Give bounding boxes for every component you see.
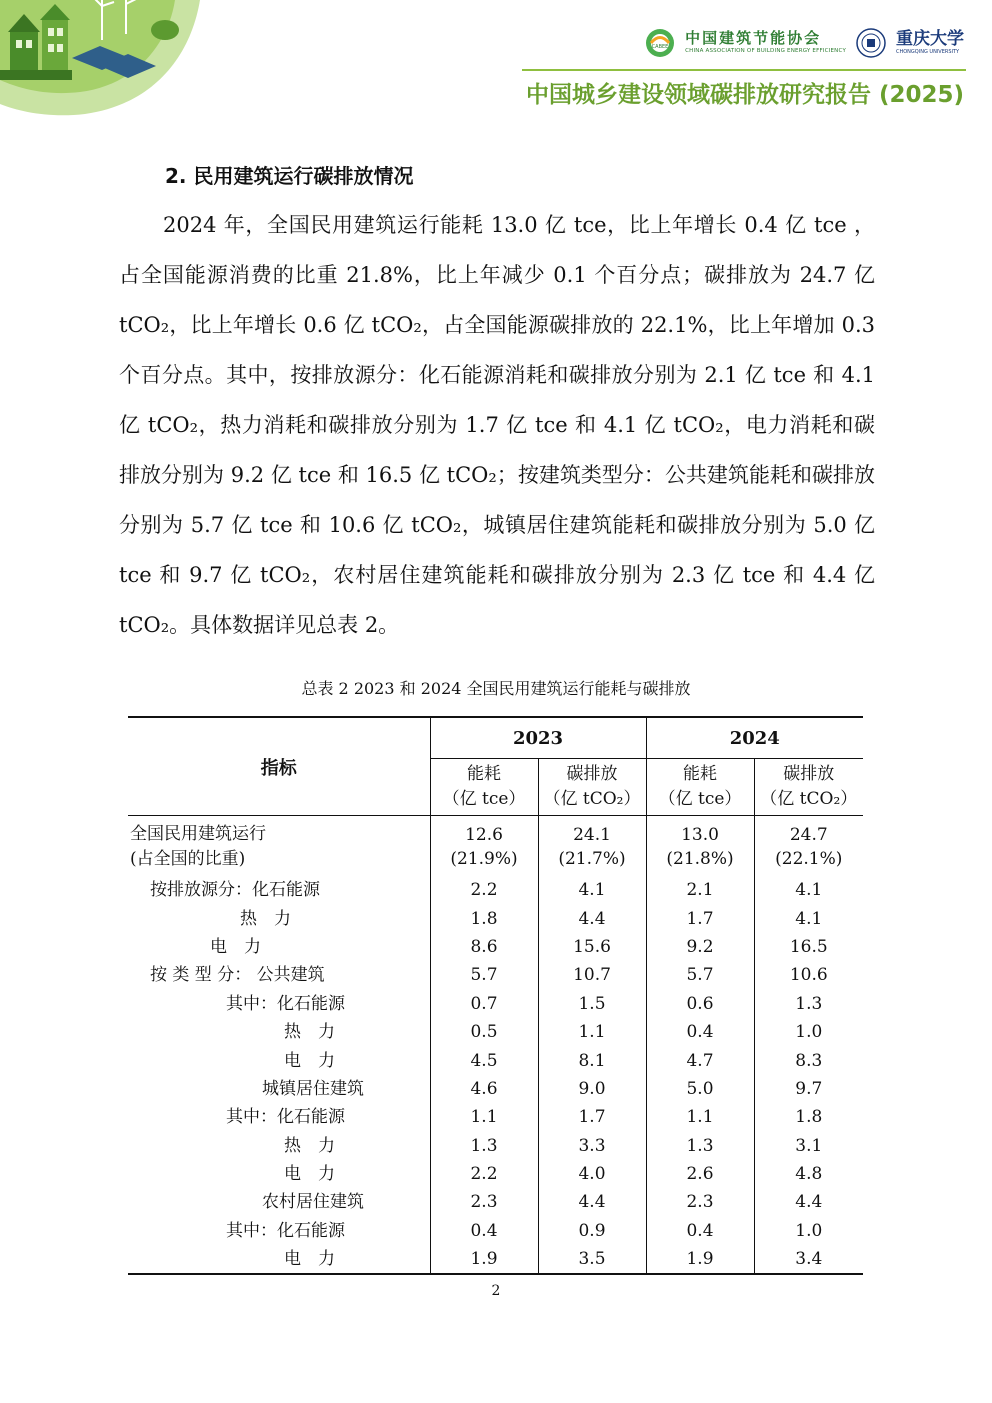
row-label: 电 力 — [128, 1245, 430, 1274]
row-label: 其中：化石能源 — [128, 1217, 430, 1245]
table-cell: 0.5 — [430, 1018, 538, 1046]
table-cell: 1.3 — [430, 1132, 538, 1160]
table-cell: 4.5 — [430, 1046, 538, 1074]
table-cell: 4.6 — [430, 1075, 538, 1103]
table-cell: 1.1 — [646, 1103, 754, 1131]
table-row — [128, 876, 863, 904]
table-cell: 0.4 — [646, 1217, 754, 1245]
table-row — [128, 990, 863, 1018]
university-name-en: CHONGQING UNIVERSITY — [896, 49, 960, 55]
emissions-table — [128, 716, 863, 1275]
row-label: 按 类 型 分： 公共建筑 — [128, 961, 430, 989]
table-cell: 1.9 — [646, 1245, 754, 1274]
university-name-cn: 重庆大学 — [896, 29, 964, 49]
row-label: 电 力 — [128, 1160, 430, 1188]
table-cell: 5.7 — [646, 961, 754, 989]
table-cell: 24.7 (22.1%) — [775, 825, 843, 869]
org-name-en: CHINA ASSOCIATION OF BUILDING ENERGY EFFICIENCY — [685, 48, 846, 55]
table-cell: 4.1 — [795, 908, 823, 929]
table-cell: 0.9 — [538, 1217, 646, 1245]
table-cell: 5.7 — [430, 961, 538, 989]
row-label: 其中：化石能源 — [128, 990, 430, 1018]
table-cell: 4.4 — [538, 1188, 646, 1216]
org-name-cn: 中国建筑节能协会 — [685, 29, 822, 48]
table-cell: 2.2 — [430, 1160, 538, 1188]
table-cell: 4.7 — [646, 1046, 754, 1074]
table-cell: 10.6 — [789, 965, 828, 986]
table-cell: 0.4 — [646, 1018, 754, 1046]
table-cell: 1.0 — [795, 1022, 823, 1043]
report-title: 中国城乡建设领域碳排放研究报告 (2025) — [525, 82, 964, 108]
table-cell: 1.3 — [646, 1132, 754, 1160]
sub-header: 能耗 （亿 tce） — [430, 759, 538, 816]
table-cell: 4.1 — [795, 880, 823, 901]
table-row — [128, 1245, 863, 1274]
table-row — [128, 1075, 863, 1103]
row-label: 电 力 — [128, 1046, 430, 1074]
table-cell: 2.2 — [430, 876, 538, 904]
table-row — [128, 1103, 863, 1131]
table-cell: 9.7 — [795, 1078, 823, 1099]
row-label: 热 力 — [128, 1018, 430, 1046]
table-cell: 15.6 — [538, 933, 646, 961]
table-cell: 5.0 — [646, 1075, 754, 1103]
table-row — [128, 1018, 863, 1046]
table-cell: 0.6 — [646, 990, 754, 1018]
table-cell: 9.2 — [646, 933, 754, 961]
table-cell: 1.9 — [430, 1245, 538, 1274]
table-row — [128, 1046, 863, 1074]
table-cell: 1.1 — [430, 1103, 538, 1131]
cabee-logo-icon — [645, 28, 675, 58]
table-cell: 1.7 — [646, 904, 754, 932]
table-cell: 2.3 — [646, 1188, 754, 1216]
table-cell: 1.8 — [430, 904, 538, 932]
table-cell: 8.1 — [538, 1046, 646, 1074]
table-cell: 24.1 (21.7%) — [538, 816, 646, 877]
table-row — [128, 961, 863, 989]
table-cell: 4.4 — [538, 904, 646, 932]
table-row — [128, 1132, 863, 1160]
table-cell: 0.4 — [430, 1217, 538, 1245]
row-label: 电 力 — [128, 933, 430, 961]
table-caption: 总表 2 2023 和 2024 全国民用建筑运行能耗与碳排放 — [301, 679, 691, 698]
table-cell: 1.0 — [795, 1220, 823, 1241]
row-label: 其中：化石能源 — [128, 1103, 430, 1131]
header-rule — [522, 69, 966, 71]
table-cell: 8.3 — [795, 1050, 823, 1071]
table-cell: 10.7 — [538, 961, 646, 989]
table-row — [128, 1217, 863, 1245]
table-cell: 2.1 — [646, 876, 754, 904]
sub-header: 碳排放 （亿 tCO₂） — [754, 759, 863, 816]
table-cell: 1.1 — [538, 1018, 646, 1046]
row-label: 农村居住建筑 — [128, 1188, 430, 1216]
table-cell: 13.0 (21.8%) — [646, 816, 754, 877]
table-row — [128, 904, 863, 932]
table-cell: 1.3 — [795, 993, 823, 1014]
table-cell: 4.1 — [538, 876, 646, 904]
table-cell: 16.5 — [789, 936, 828, 957]
indicator-header: 指标 — [128, 717, 430, 816]
table-cell: 1.8 — [795, 1107, 823, 1128]
table-cell: 3.4 — [754, 1245, 863, 1274]
table-cell: 4.8 — [795, 1164, 823, 1185]
row-label: 按排放源分：化石能源 — [128, 876, 430, 904]
table-cell: 1.7 — [538, 1103, 646, 1131]
year-header-2024: 2024 — [646, 717, 863, 759]
sub-header: 碳排放 （亿 tCO₂） — [538, 759, 646, 816]
table-cell: 8.6 — [430, 933, 538, 961]
table-cell: 3.1 — [795, 1135, 823, 1156]
university-seal-icon — [856, 28, 886, 58]
table-row — [128, 1188, 863, 1216]
table-row — [128, 1160, 863, 1188]
row-label: 城镇居住建筑 — [128, 1075, 430, 1103]
table-cell: 12.6 (21.9%) — [430, 816, 538, 877]
section-heading: 2. 民用建筑运行碳排放情况 — [165, 164, 414, 188]
table-cell: 3.3 — [538, 1132, 646, 1160]
svg-text:CABEE: CABEE — [651, 44, 669, 50]
university-wordmark — [896, 31, 964, 55]
table-cell: 2.6 — [646, 1160, 754, 1188]
table-cell: 1.5 — [538, 990, 646, 1018]
table-cell: 9.0 — [538, 1075, 646, 1103]
table-cell: 0.7 — [430, 990, 538, 1018]
row-label: 热 力 — [128, 904, 430, 932]
table-cell: 4.4 — [795, 1192, 823, 1213]
table-cell: 3.5 — [538, 1245, 646, 1274]
table-row — [128, 816, 863, 877]
year-header-2023: 2023 — [430, 717, 646, 759]
sub-header: 能耗 （亿 tce） — [646, 759, 754, 816]
table-cell: 2.3 — [430, 1188, 538, 1216]
cabee-wordmark — [685, 31, 846, 55]
row-label: 热 力 — [128, 1132, 430, 1160]
green-building-illustration — [0, 0, 200, 118]
table-cell: 4.0 — [538, 1160, 646, 1188]
row-label: 全国民用建筑运行 (占全国的比重) — [128, 816, 430, 877]
body-paragraph: 2024 年，全国民用建筑运行能耗 13.0 亿 tce，比上年增长 0.4 亿 tce ，占全国能源消费的比重 21.8%，比上年减少 0.1 个百分点；碳排放为 24.7 亿 tCO₂，比上年增长 0.6 亿 tCO₂，占全国能源碳排放的 22.1%，比上年增加 0.3 个百分点。其中，按排放源分：化石能源消耗和碳排放分别为 2.1 亿 tce 和 4.1 亿 tCO₂，热力消耗和碳排放分别为 1.7 亿 tce 和 4.1 亿 tCO₂，电力消耗和碳排放分别为 9.2 亿 tce 和 16.5 亿 tCO₂；按建筑类型分：公共建筑能耗和碳排放分别为 5.7 亿 tce 和 10.6 亿 tCO₂，城镇居住建筑能耗和碳排放分别为 5.0 亿 tce 和 9.7 亿 tCO₂，农村居住建筑能耗和碳排放分别为 2.3 亿 tce 和 4.4 亿 tCO₂。具体数据详见总表 2。 — [119, 213, 875, 637]
page-number: 2 — [491, 1283, 501, 1299]
table-row — [128, 933, 863, 961]
header-logos — [645, 28, 964, 58]
